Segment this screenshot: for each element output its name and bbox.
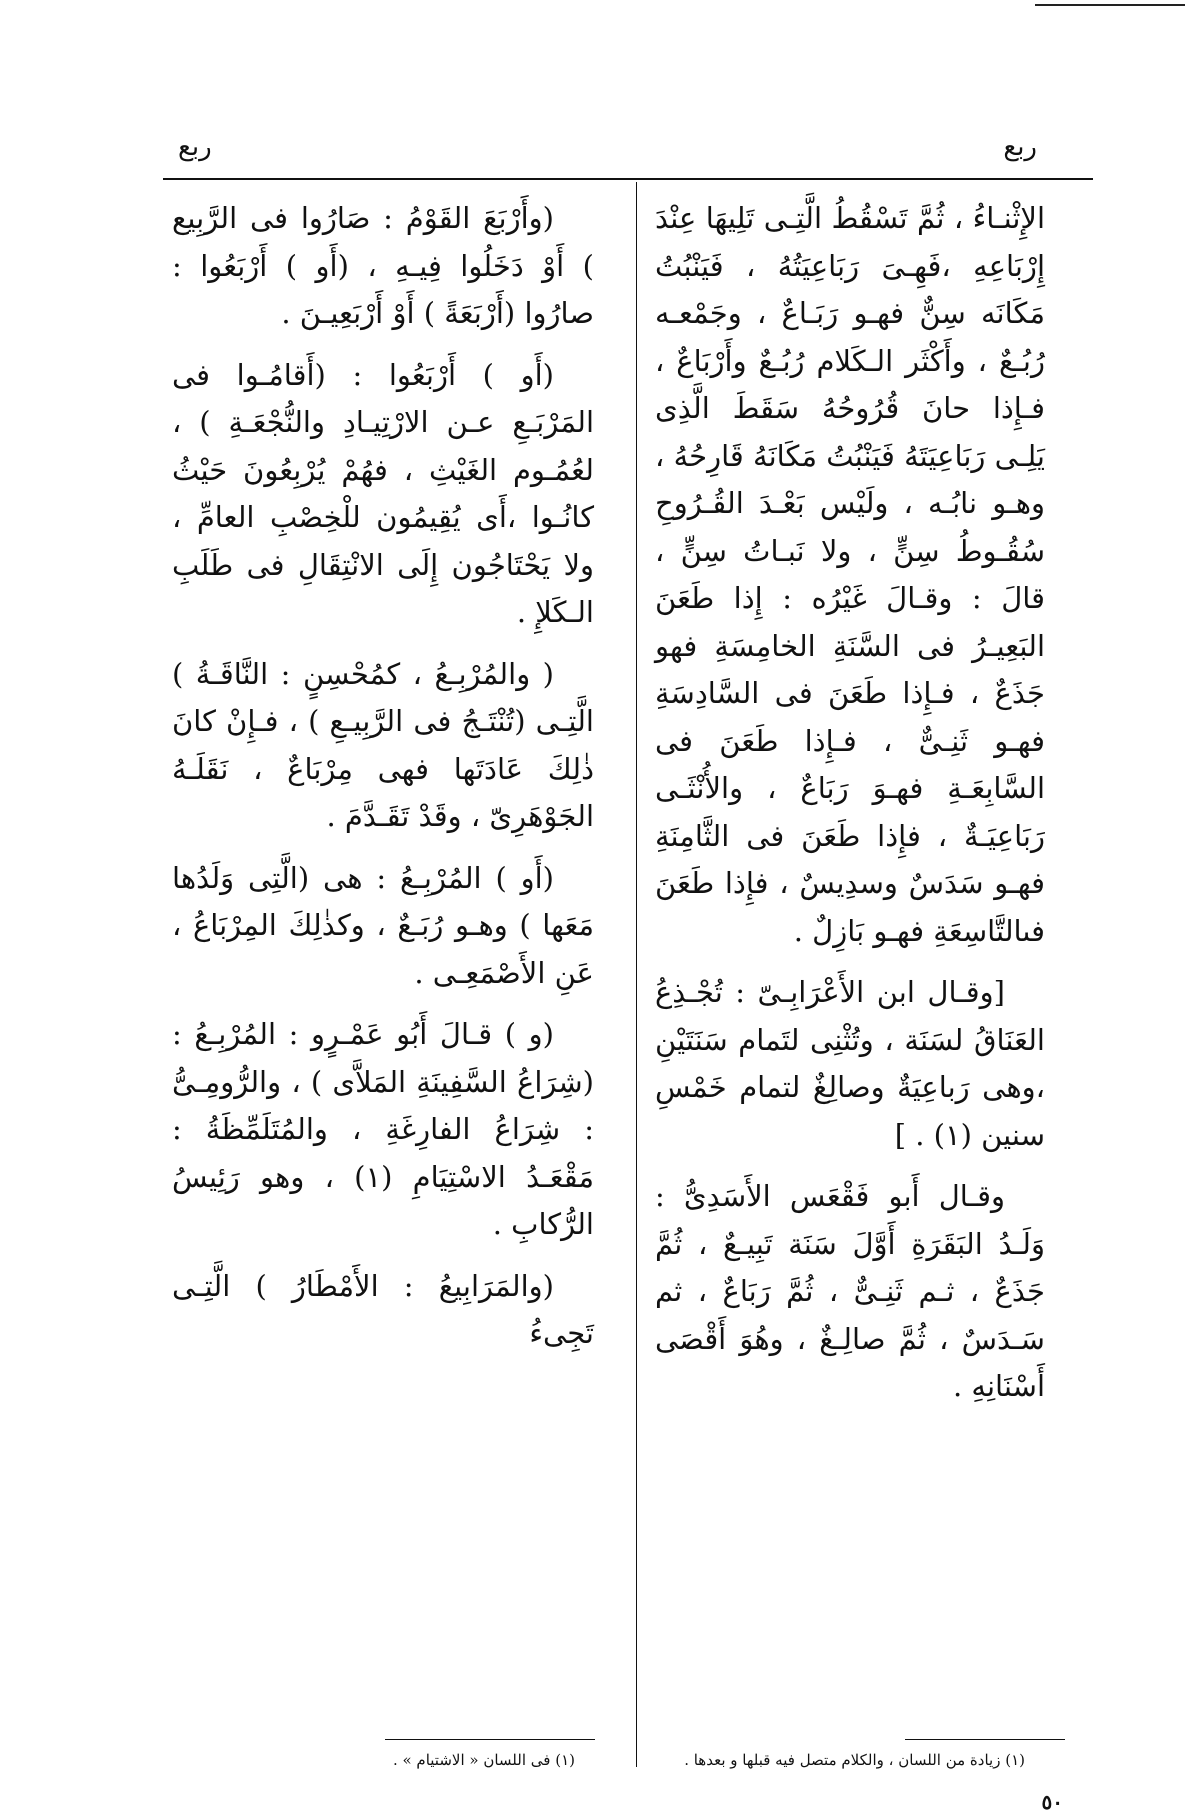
footnote-rule-left xyxy=(385,1739,595,1740)
right-paragraph-2: [وقـال ابن الأَعْرَابِـىّ : تُجْـذِعُ العَنَاقُ لسَنَة ، وتُثْنِى لتَمام سَنَتَيْنِ ،وهى رَباعِيَةٌ وصالِغٌ لتمام خَمْسِ سنين (١) . ] xyxy=(655,975,1045,1152)
running-head-left: ربع xyxy=(178,132,212,162)
left-paragraph-1: (وأَرْبَعَ القَوْمُ : صَارُوا فى الرَّبِيع ) أَوْ دَخَلُوا فِيـهِ ، (أَو ) أَرْبَعُوا : صارُوا (أَرْبَعَةً ) أَوْ أَرْبَعِيـنَ . xyxy=(172,201,594,330)
header-rule xyxy=(163,178,1093,180)
left-paragraph-5: (و ) قـالَ أَبُو عَمْـرٍو : المُرْبِـعُ : (شِرَاعُ السَّفِينَةِ المَلاَّى ) ، والرُّومِـىُّ : شِرَاعُ الفارِغَةِ ، والمُتَلَمِّظَةُ : مَقْعَـدُ الاسْتِيَامِ (١) ، وهو رَئِيسُ الرُّكابِ . xyxy=(172,1017,594,1241)
footnote-rule-right xyxy=(905,1739,1065,1740)
left-paragraph-2: (أَو ) أَرْبَعُوا : (أَقامُـوا فى المَرْبَـعِ عـن الارْتِيـادِ والنُّجْعَـةِ ) ، لعُمُـوم الغَيْثِ ، فهُمْ يُرْبِعُونَ حَيْثُ كانُـوا ،أَى يُقِيمُون للْخِصْبِ العامِّ ، ولا يَحْتَاجُون إِلَى الانْتِقَالِ فى طَلَبِ الـكَلإِ . xyxy=(172,357,594,629)
footnote-left: (١) فى اللسان « الاشتيام » . xyxy=(392,1751,575,1769)
right-column xyxy=(655,195,1045,1425)
page-number: ٥٠ xyxy=(1041,1790,1063,1814)
right-paragraph-1: الإِثْنـاءُ ، ثُمَّ تَسْقُطُ الَّتِـى تَلِيهَا عِنْدَ إِرْبَاعِهِ ،فَهِـىَ رَبَاعِيَتُهُ ، فَيَنْبُتُ مَكَانَه سِنٌّ فهـو رَبَـاعٌ ، وجَمْعـه رُبُـعٌ ، وأَكْثَر الـكَلام رُبُـعٌ وأَرْبَاعٌ ، فـإِذا حانَ قُرُوحُهُ سَقَطَ الَّذِى يَلِـى رَبَاعِيَتَهُ فَيَنْبُتُ مَكَانَهُ قَارِحُهُ ، وهـو نابُـه ، ولَيْس بَعْـدَ القُـرُوحِ سُقُـوطُ سِنٍّ ، ولا نَبـاتُ سِنٍّ ، قالَ : وقـالَ غَيْرُه : إِذا طَعَنَ البَعِيـرُ فى السَّنَةِ الخامِسَةِ فهو جَذَعٌ ، فـإِذا طَعَنَ فى السَّادِسَةِ فهـو ثَنِـىٌّ ، فـإِذا طَعَنَ فى السَّابِعَـةِ فهـوَ رَبَاعٌ ، والأُنْثَـى رَبَاعِيَـةٌ ، فإِذا طَعَنَ فى الثَّامِنَةِ فهـو سَدَسٌ وسدِيسٌ ، فإِذا طَعَنَ فىالتَّاسِعَةِ فهـو بَازِلٌ . xyxy=(655,201,1045,948)
footnote-right: (١) زيادة من اللسان ، والكلام متصل فيه قبلها و بعدها . xyxy=(684,1751,1025,1769)
top-edge-rule xyxy=(1035,4,1185,6)
right-paragraph-3: وقـال أَبو فَقْعَس الأَسَدِىُّ : وَلَـدُ البَقَرَةِ أَوَّلَ سَنَة تَبِيـعٌ ، ثُمَّ جَذَعٌ ، ثـم ثَنِـىٌّ ، ثُمَّ رَبَاعٌ ، ثم سَـدَسٌ ، ثُمَّ صالِـغٌ ، وهُوَ أَقْصَى أَسْنَانِهِ . xyxy=(655,1179,1045,1403)
left-column xyxy=(172,195,594,1372)
left-paragraph-4: (أَو ) المُرْبِـعُ : هى (الَّتِى وَلَدُها مَعَها ) وهـو رُبَـعٌ ، وكذٰلِكَ المِرْبَاعُ ، عَنِ الأَصْمَعِـى . xyxy=(172,860,594,990)
column-divider xyxy=(636,182,637,1767)
left-paragraph-3: ( والمُرْبِـعُ ، كمُحْسِنٍ : النَّاقَـةُ ) الَّتِـى (تُنْتَـجُ فى الرَّبِيـعِ ) ، فـإِنْ كانَ ذٰلِكَ عَادَتَها فهى مِرْبَاعٌ ، نَقَلَـهُ الجَوْهَرِىّ ، وقَدْ تَقَـدَّمَ . xyxy=(172,656,594,833)
running-head-right: ربع xyxy=(1003,132,1037,162)
left-paragraph-6: (والمَرَابِيعُ : الأَمْطَارُ ) الَّتِـى تَجِىءُ xyxy=(172,1268,594,1350)
